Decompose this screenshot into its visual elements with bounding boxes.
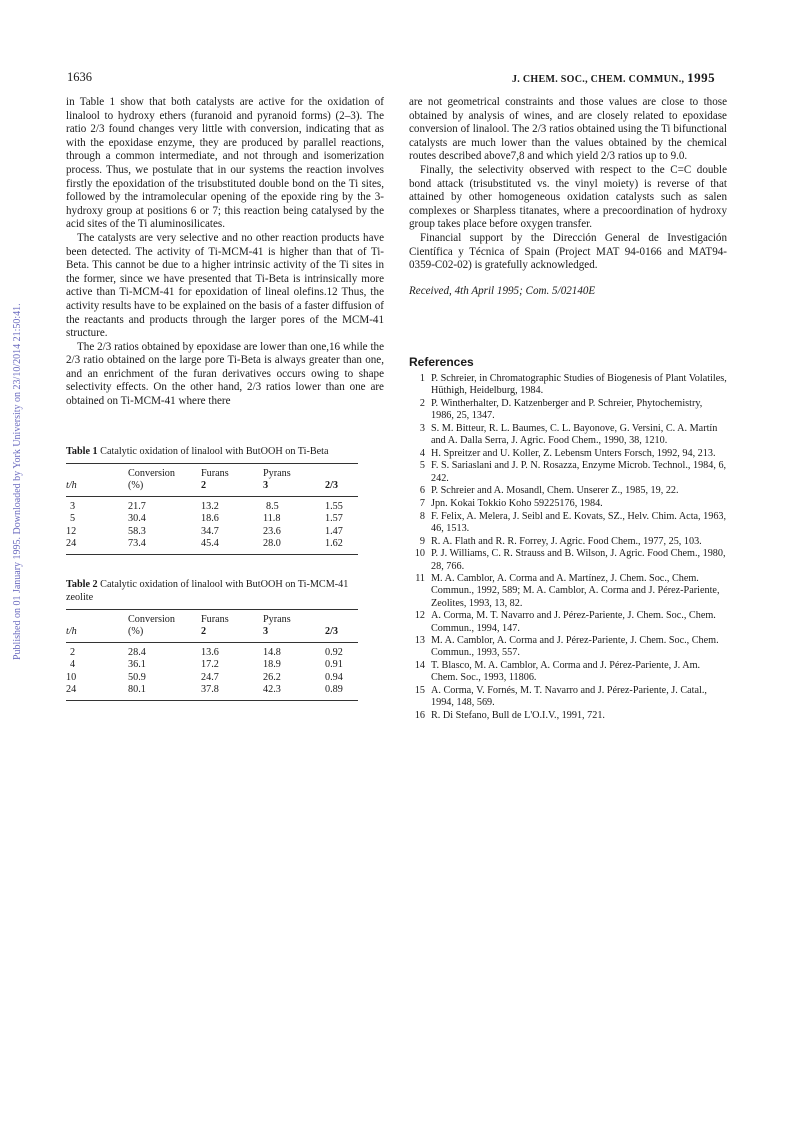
table-cell: 8.5 — [266, 500, 279, 512]
table-rule — [66, 496, 358, 497]
column-header: 3 — [263, 626, 269, 638]
journal-year: 1995 — [687, 70, 716, 85]
download-notice: Published on 01 January 1995. Downloaded by York University on 23/10/2014 21:50:41. — [12, 303, 23, 660]
column-header: 2/3 — [325, 480, 339, 492]
column-header: (%) — [128, 480, 144, 492]
received-date: Received, 4th April 1995; Com. 5/02140E — [409, 284, 596, 297]
table-cell: 0.89 — [325, 683, 343, 695]
table-cell: 42.3 — [263, 683, 281, 695]
table-cell: 0.94 — [325, 671, 343, 683]
column-header: t/h — [66, 480, 77, 492]
table-rule — [66, 609, 358, 610]
column-header: 2/3 — [325, 626, 339, 638]
column-header: t/h — [66, 626, 77, 638]
table-cell: 13.6 — [201, 646, 219, 658]
table-rule — [66, 642, 358, 643]
reference-item: 3 S. M. Bitteur, R. L. Baumes, C. L. Bayonove, G. Versini, C. A. Martín and A. Dalla Serra, J. Agric. Food Chem., 1990, 38, 1210. — [419, 422, 718, 447]
download-sidebar — [4, 160, 23, 660]
table-row — [66, 526, 358, 538]
table-caption — [66, 445, 358, 458]
acknowledgement: Financial support by the Dirección General de Investigación Científica y Técnica of Spain (Project MAT 94-0166 and MAT94-0359-C02-02) is gratefully acknowledged. — [409, 231, 727, 272]
table-cell: 34.7 — [201, 525, 219, 537]
table-row — [66, 659, 358, 671]
column-header: Pyrans — [263, 614, 291, 625]
reference-item: 14 T. Blasco, M. A. Camblor, A. Corma and J. Pérez-Pariente, J. Am. Chem. Soc., 1993, 11806. — [414, 660, 701, 684]
reference-item: 8 F. Felix, A. Melera, J. Seibl and E. Kovats, SZ., Helv. Chim. Acta, 1963, 46, 1513. — [419, 510, 727, 534]
table-cell: 4 — [70, 659, 76, 671]
table-row — [66, 513, 358, 525]
table-cell: 28.4 — [128, 646, 146, 658]
table-cell: 23.6 — [263, 525, 281, 537]
table-cell: 17.2 — [201, 659, 219, 671]
references-list — [409, 373, 727, 723]
table-cell: 36.1 — [128, 659, 146, 671]
table-cell: 18.6 — [201, 513, 219, 525]
reference-item: 4 H. Spreitzer and U. Koller, Z. Lebensm Unters Forsch, 1992, 94, 213. — [419, 447, 716, 459]
table-caption-text: Catalytic oxidation of linalool with ButOOH on Ti-Beta — [100, 446, 329, 457]
column-header: 2 — [201, 626, 207, 638]
table-cell: 28.0 — [263, 537, 281, 549]
table-cell: 2 — [70, 646, 76, 658]
table-cell: 1.47 — [325, 525, 343, 537]
reference-item: 9 R. A. Flath and R. R. Forrey, J. Agric. Food Chem., 1977, 25, 103. — [419, 535, 702, 547]
reference-item: 15 A. Corma, V. Fornés, M. T. Navarro and J. Pérez-Pariente, J. Catal., 1994, 148, 569. — [414, 685, 707, 709]
table-cell: 14.8 — [263, 646, 281, 658]
table-cell: 24.7 — [201, 671, 219, 683]
table-cell: 0.92 — [325, 646, 343, 658]
table-cell: 80.1 — [128, 683, 146, 695]
journal-name: J. CHEM. SOC., CHEM. COMMUN., — [512, 74, 685, 85]
table-row — [66, 672, 358, 684]
table-rule — [66, 554, 358, 555]
column-header: Conversion — [128, 614, 175, 625]
table-cell: 3 — [70, 500, 76, 512]
right-column — [409, 96, 727, 298]
reference-item: 11 M. A. Camblor, A. Corma and A. Martínez, J. Chem. Soc., Chem. Commun., 1992, 589; M. A. Camblor, A. Corma and J. Pérez-Pariente, Zeolites, 1993, 13, 82. — [415, 573, 720, 609]
reference-item: 6 P. Schreier and A. Mosandl, Chem. Unserer Z., 1985, 19, 22. — [419, 485, 679, 497]
table-cell: 30.4 — [128, 513, 146, 525]
reference-item: 13 M. A. Camblor, A. Corma and J. Pérez-Pariente, J. Chem. Soc., Chem. Commun., 1993, 557. — [414, 635, 719, 659]
left-column — [66, 96, 384, 409]
table-header-row — [66, 480, 358, 492]
table-caption — [66, 578, 358, 604]
table-cell: 45.4 — [201, 537, 219, 549]
table-cell: 1.62 — [325, 537, 343, 549]
table-cell: 18.9 — [263, 659, 281, 671]
table-cell: 12 — [66, 525, 77, 537]
references-heading: References — [409, 355, 474, 369]
column-header: 3 — [263, 480, 269, 492]
table-rule — [66, 700, 358, 701]
table-header-row — [66, 614, 358, 626]
table-row — [66, 501, 358, 513]
table-label: Table 1 — [66, 446, 98, 457]
table-cell: 10 — [66, 671, 77, 683]
table-cell: 24 — [66, 683, 77, 695]
body-paragraph: in Table 1 show that both catalysts are active for the oxidation of linalool to hydroxy ethers (furanoid and pyranoid forms) (2–3). The ratio 2/3 found changes very little with conversion, indicating that as with the epoxidase enzyme, they are produced by parallel reactions, through a common intermediate, and not through and isomerization process. Thus, we postulate that in our systems the reaction involves firstly the epoxidation of the trisubstituted double bond on the Ti sites, followed by the intramolecular opening of the epoxide ring by the 3-hydroxy group at positions 6 or 7; this reaction being catalysed by the acid sites of the Ti aluminosilicates. — [66, 96, 384, 231]
table-cell: 73.4 — [128, 537, 146, 549]
reference-item: 16 R. Di Stefano, Bull de L'O.I.V., 1991, 721. — [414, 709, 605, 721]
reference-item: 1 P. Schreier, in Chromatographic Studies of Biogenesis of Plant Volatiles, Hüthigh, Heidelburg, 1984. — [419, 373, 727, 397]
table-header-row — [66, 468, 358, 480]
table-cell: 1.55 — [325, 500, 343, 512]
column-header: (%) — [128, 626, 144, 638]
table-cell: 21.7 — [128, 500, 146, 512]
reference-item: 2 P. Wintherhalter, D. Katzenberger and P. Schreier, Phytochemistry, 1986, 25, 1347. — [419, 397, 703, 422]
table-header-row — [66, 626, 358, 638]
table-cell: 58.3 — [128, 525, 146, 537]
table-cell: 24 — [66, 537, 77, 549]
column-header: Furans — [201, 468, 229, 479]
table-cell: 0.91 — [325, 659, 343, 671]
table-2 — [66, 578, 358, 701]
reference-item: 12 A. Corma, M. T. Navarro and J. Pérez-Pariente, J. Chem. Soc., Chem. Commun., 1994, 147. — [414, 610, 716, 634]
table-cell: 1.57 — [325, 513, 343, 525]
table-cell: 13.2 — [201, 500, 219, 512]
running-header — [512, 70, 715, 86]
column-header: Furans — [201, 614, 229, 625]
column-header: Pyrans — [263, 468, 291, 479]
column-header: 2 — [201, 480, 207, 492]
body-paragraph: Finally, the selectivity observed with respect to the C=C double bond attack (trisubstituted vs. the vinyl moiety) is reverse of that attained by other homogeneous oxidation catalysts such as salen complexes or Sharpless titanates, where a precoordination of hydroxy group takes place before oxygen transfer. — [409, 163, 727, 231]
body-paragraph: The catalysts are very selective and no other reaction products have been detected. The activity of Ti-MCM-41 is higher than that of Ti-Beta. This cannot be due to a higher intrinsic activity of the Ti sites in the former, since we have presented that Ti-Beta is intrinsically more active than Ti-MCM-41 for epoxidation of lineal olefins.12 Thus, the activity results have to be explained on the basis of a faster diffusion of the reactants and products through the larger pores of the MCM-41 structure. — [66, 231, 384, 340]
table-label: Table 2 — [66, 579, 98, 590]
table-cell: 11.8 — [263, 513, 281, 525]
table-caption-text: Catalytic oxidation of linalool with ButOOH on Ti-MCM-41 zeolite — [66, 579, 349, 603]
page-number: 1636 — [67, 70, 92, 84]
table-cell: 37.8 — [201, 683, 219, 695]
table-rule — [66, 463, 358, 464]
body-paragraph: The 2/3 ratios obtained by epoxidase are lower than one,16 while the 2/3 ratio obtained on the large pore Ti-Beta is always greater than one, and an enrichment of the furan derivatives occurs owing to shape selectivity effects. On the other hand, 2/3 ratios lower than one are obtained on Ti-MCM-41 where there — [66, 340, 384, 408]
reference-item: 5 F. S. Sariaslani and J. P. N. Rosazza, Enzyme Microb. Technol., 1984, 6, 242. — [419, 460, 727, 484]
table-1 — [66, 445, 358, 555]
table-cell: 26.2 — [263, 671, 281, 683]
table-row — [66, 538, 358, 550]
column-header: Conversion — [128, 468, 175, 479]
table-row — [66, 684, 358, 696]
body-paragraph: are not geometrical constraints and those values are close to those obtained by analysis of wines, and are closely related to epoxidase conversion of linalool. The 2/3 ratios obtained using the Ti bifunctional catalysts are much lower than the values obtained by the chemical routes described above7,8 and which yield 2/3 ratios up to 9.0. — [409, 96, 727, 163]
table-cell: 50.9 — [128, 671, 146, 683]
reference-item: 7 Jpn. Kokai Tokkio Koho 59225176, 1984. — [419, 498, 603, 510]
table-row — [66, 647, 358, 659]
reference-item: 10 P. J. Williams, C. R. Strauss and B. Wilson, J. Agric. Food Chem., 1980, 28, 766. — [414, 548, 726, 572]
table-cell: 5 — [70, 513, 76, 525]
